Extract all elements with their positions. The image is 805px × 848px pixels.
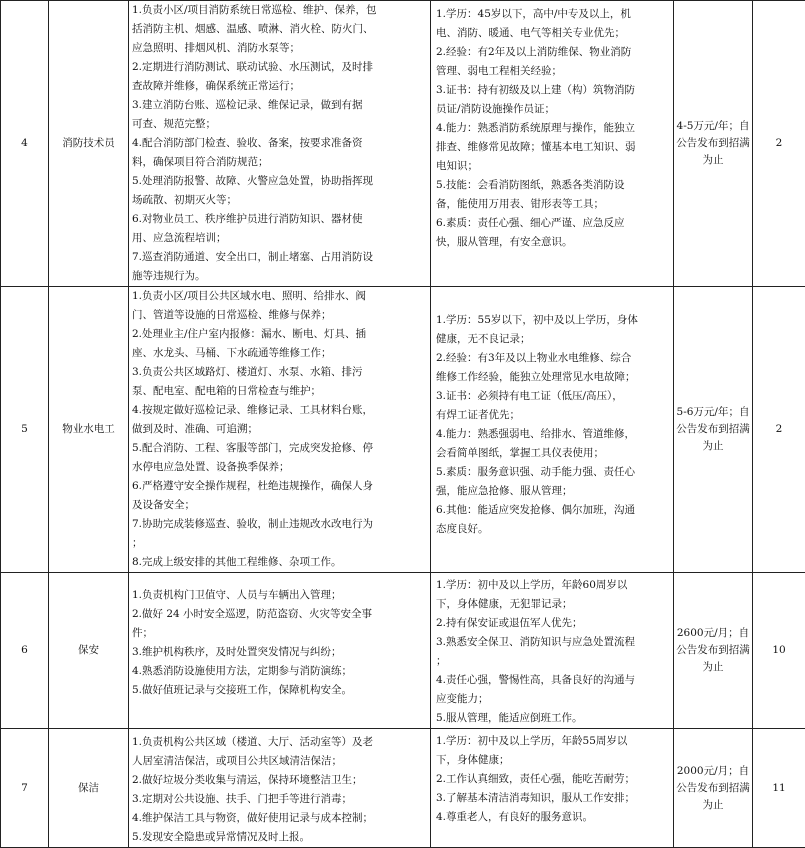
- text-line: 6.素质：责任心强、细心严谨、应急反应: [431, 214, 673, 233]
- job-duties: [129, 1, 431, 287]
- text-line: 7.协助完成装修巡查、验收，制止违规改水改电行为: [129, 515, 430, 534]
- headcount: 11: [753, 729, 805, 848]
- text-line: 5.技能：会看消防图纸，熟悉各类消防设: [431, 176, 673, 195]
- salary-and-period: 2600元/月；自公告发布到招满为止: [674, 573, 753, 729]
- text-line: 座、水龙头、马桶、下水疏通等维修工作；: [129, 344, 430, 363]
- text-line: 3.维护机构秩序，及时处置突发情况与纠纷；: [129, 643, 430, 662]
- text-line: 3.了解基本清洁消毒知识，服从工作安排；: [431, 789, 673, 808]
- job-title: 保洁: [49, 729, 129, 848]
- text-line: 4.按规定做好巡检记录、维修记录、工具材料台账，: [129, 401, 430, 420]
- text-line: 3.建立消防台账、巡检记录、维保记录，做到有据: [129, 96, 430, 115]
- text-line: 件；: [129, 624, 430, 643]
- text-line: 1.负责机构公共区域（楼道、大厅、活动室等）及老: [129, 733, 430, 752]
- job-duties: [129, 287, 431, 573]
- text-line: 备，能使用万用表、钳形表等工具；: [431, 195, 673, 214]
- text-line: 施等违规行为。: [129, 267, 430, 286]
- headcount: 10: [753, 573, 805, 729]
- text-line: 3.负责公共区域路灯、楼道灯、水泵、水箱、排污: [129, 363, 430, 382]
- job-requirements: [431, 573, 674, 729]
- text-line: 2.定期进行消防测试、联动试验、水压测试，及时排: [129, 58, 430, 77]
- headcount: 2: [753, 287, 805, 573]
- job-requirements: [431, 287, 674, 573]
- text-line: 健康，无不良记录；: [431, 330, 673, 349]
- salary-and-period: 5-6万元/年；自公告发布到招满为止: [674, 287, 753, 573]
- text-line: 3.定期对公共设施、扶手、门把手等进行消毒；: [129, 790, 430, 809]
- text-line: 5.素质：服务意识强、动手能力强、责任心: [431, 463, 673, 482]
- text-line: 括消防主机、烟感、温感、喷淋、消火栓、防火门、: [129, 20, 430, 39]
- text-line: 及设备安全；: [129, 496, 430, 515]
- text-line: 3.证书：持有初级及以上建（构）筑物消防: [431, 81, 673, 100]
- text-line: 5.发现安全隐患或异常情况及时上报。: [129, 828, 430, 847]
- text-line: 电知识；: [431, 157, 673, 176]
- text-line: 6.严格遵守安全操作规程，杜绝违规操作，确保人身: [129, 477, 430, 496]
- text-line: 1.学历：初中及以上学历，年龄60周岁以: [431, 576, 673, 595]
- text-line: 6.其他：能适应突发抢修、偶尔加班，沟通: [431, 501, 673, 520]
- salary-and-period: 4-5万元/年；自公告发布到招满为止: [674, 1, 753, 287]
- text-line: 查故障并维修，确保系统正常运行；: [129, 77, 430, 96]
- text-line: 2.经验：有2年及以上消防维保、物业消防: [431, 43, 673, 62]
- text-line: 做到及时、准确、可追溯；: [129, 420, 430, 439]
- text-line: 应变能力；: [431, 690, 673, 709]
- text-line: ；: [129, 534, 430, 553]
- row-number: 7: [1, 729, 49, 848]
- headcount: 2: [753, 1, 805, 287]
- text-line: ；: [431, 652, 673, 671]
- text-line: 2.经验：有3年及以上物业水电维修、综合: [431, 349, 673, 368]
- text-line: 场疏散、初期灭火等；: [129, 191, 430, 210]
- text-line: 强，能应急抢修、服从管理；: [431, 482, 673, 501]
- text-line: 4.尊重老人，有良好的服务意识。: [431, 808, 673, 827]
- text-line: 2.持有保安证或退伍军人优先；: [431, 614, 673, 633]
- text-line: 有焊工证者优先；: [431, 406, 673, 425]
- text-line: 2.做好 24 小时安全巡逻，防范盗窃、火灾等安全事: [129, 605, 430, 624]
- text-line: 4.能力：熟悉强弱电、给排水、管道维修，: [431, 425, 673, 444]
- text-line: 1.学历：初中及以上学历，年龄55周岁以: [431, 732, 673, 751]
- text-line: 2.工作认真细致，责任心强，能吃苦耐劳；: [431, 770, 673, 789]
- text-line: 门、管道等设施的日常巡检、维修与保养；: [129, 306, 430, 325]
- job-duties: [129, 573, 431, 729]
- text-line: 料，确保项目符合消防规范；: [129, 153, 430, 172]
- text-line: 人居室清洁保洁，或项目公共区域清洁保洁；: [129, 752, 430, 771]
- text-line: 8.完成上级安排的其他工程维修、杂项工作。: [129, 553, 430, 572]
- text-line: 管理、弱电工程相关经验；: [431, 62, 673, 81]
- row-number: 4: [1, 1, 49, 287]
- text-line: 维修工作经验，能独立处理常见水电故障；: [431, 368, 673, 387]
- text-line: 3.熟悉安全保卫、消防知识与应急处置流程: [431, 633, 673, 652]
- table-row: [1, 1, 805, 287]
- text-line: 1.负责小区/项目公共区域水电、照明、给排水、阀: [129, 287, 430, 306]
- text-line: 4.责任心强，警惕性高，具备良好的沟通与: [431, 671, 673, 690]
- text-line: 4.维护保洁工具与物资，做好使用记录与成本控制；: [129, 809, 430, 828]
- text-line: 员证/消防设施操作员证；: [431, 100, 673, 119]
- text-line: 7.巡查消防通道、安全出口，制止堵塞、占用消防设: [129, 248, 430, 267]
- text-line: 排查、维修常见故障；懂基本电工知识、弱: [431, 138, 673, 157]
- job-duties: [129, 729, 431, 848]
- text-line: 1.学历：55岁以下，初中及以上学历，身体: [431, 311, 673, 330]
- text-line: 5.配合消防、工程、客服等部门，完成突发抢修、停: [129, 439, 430, 458]
- text-line: 1.负责机构门卫值守、人员与车辆出入管理；: [129, 586, 430, 605]
- text-line: 电、消防、暖通、电气等相关专业优先；: [431, 24, 673, 43]
- text-line: 下，身体健康；: [431, 751, 673, 770]
- table-row: [1, 287, 805, 573]
- text-line: 4.能力：熟悉消防系统原理与操作，能独立: [431, 119, 673, 138]
- text-line: 4.熟悉消防设施使用方法，定期参与消防演练；: [129, 662, 430, 681]
- text-line: 5.处理消防报警、故障、火警应急处置，协助指挥现: [129, 172, 430, 191]
- job-title: 消防技术员: [49, 1, 129, 287]
- text-line: 应急照明、排烟风机、消防水泵等；: [129, 39, 430, 58]
- text-line: 5.做好值班记录与交接班工作，保障机构安全。: [129, 681, 430, 700]
- text-line: 泵、配电室、配电箱的日常检查与维护；: [129, 382, 430, 401]
- job-title: 物业水电工: [49, 287, 129, 573]
- text-line: 5.服从管理，能适应倒班工作。: [431, 709, 673, 728]
- text-line: 可查、规范完整；: [129, 115, 430, 134]
- job-title: 保安: [49, 573, 129, 729]
- text-line: 水停电应急处置、设备换季保养；: [129, 458, 430, 477]
- text-line: 6.对物业员工、秩序维护员进行消防知识、器材使: [129, 210, 430, 229]
- text-line: 2.做好垃圾分类收集与清运，保持环境整洁卫生；: [129, 771, 430, 790]
- table-row: [1, 573, 805, 729]
- salary-and-period: 2000元/月；自公告发布到招满为止: [674, 729, 753, 848]
- text-line: 快，服从管理，有安全意识。: [431, 233, 673, 252]
- text-line: 态度良好。: [431, 520, 673, 539]
- text-line: 2.处理业主/住户室内报修：漏水、断电、灯具、插: [129, 325, 430, 344]
- text-line: 3.证书：必须持有电工证（低压/高压），: [431, 387, 673, 406]
- text-line: 会看简单图纸，掌握工具仪表使用；: [431, 444, 673, 463]
- text-line: 1.学历：45岁以下，高中/中专及以上，机: [431, 5, 673, 24]
- text-line: 4.配合消防部门检查、验收、备案，按要求准备资: [129, 134, 430, 153]
- row-number: 5: [1, 287, 49, 573]
- row-number: 6: [1, 573, 49, 729]
- job-requirements: [431, 729, 674, 848]
- table-row: [1, 729, 805, 848]
- text-line: 1.负责小区/项目消防系统日常巡检、维护、保养，包: [129, 1, 430, 20]
- text-line: 下，身体健康，无犯罪记录；: [431, 595, 673, 614]
- text-line: 用、应急流程培训；: [129, 229, 430, 248]
- job-requirements: [431, 1, 674, 287]
